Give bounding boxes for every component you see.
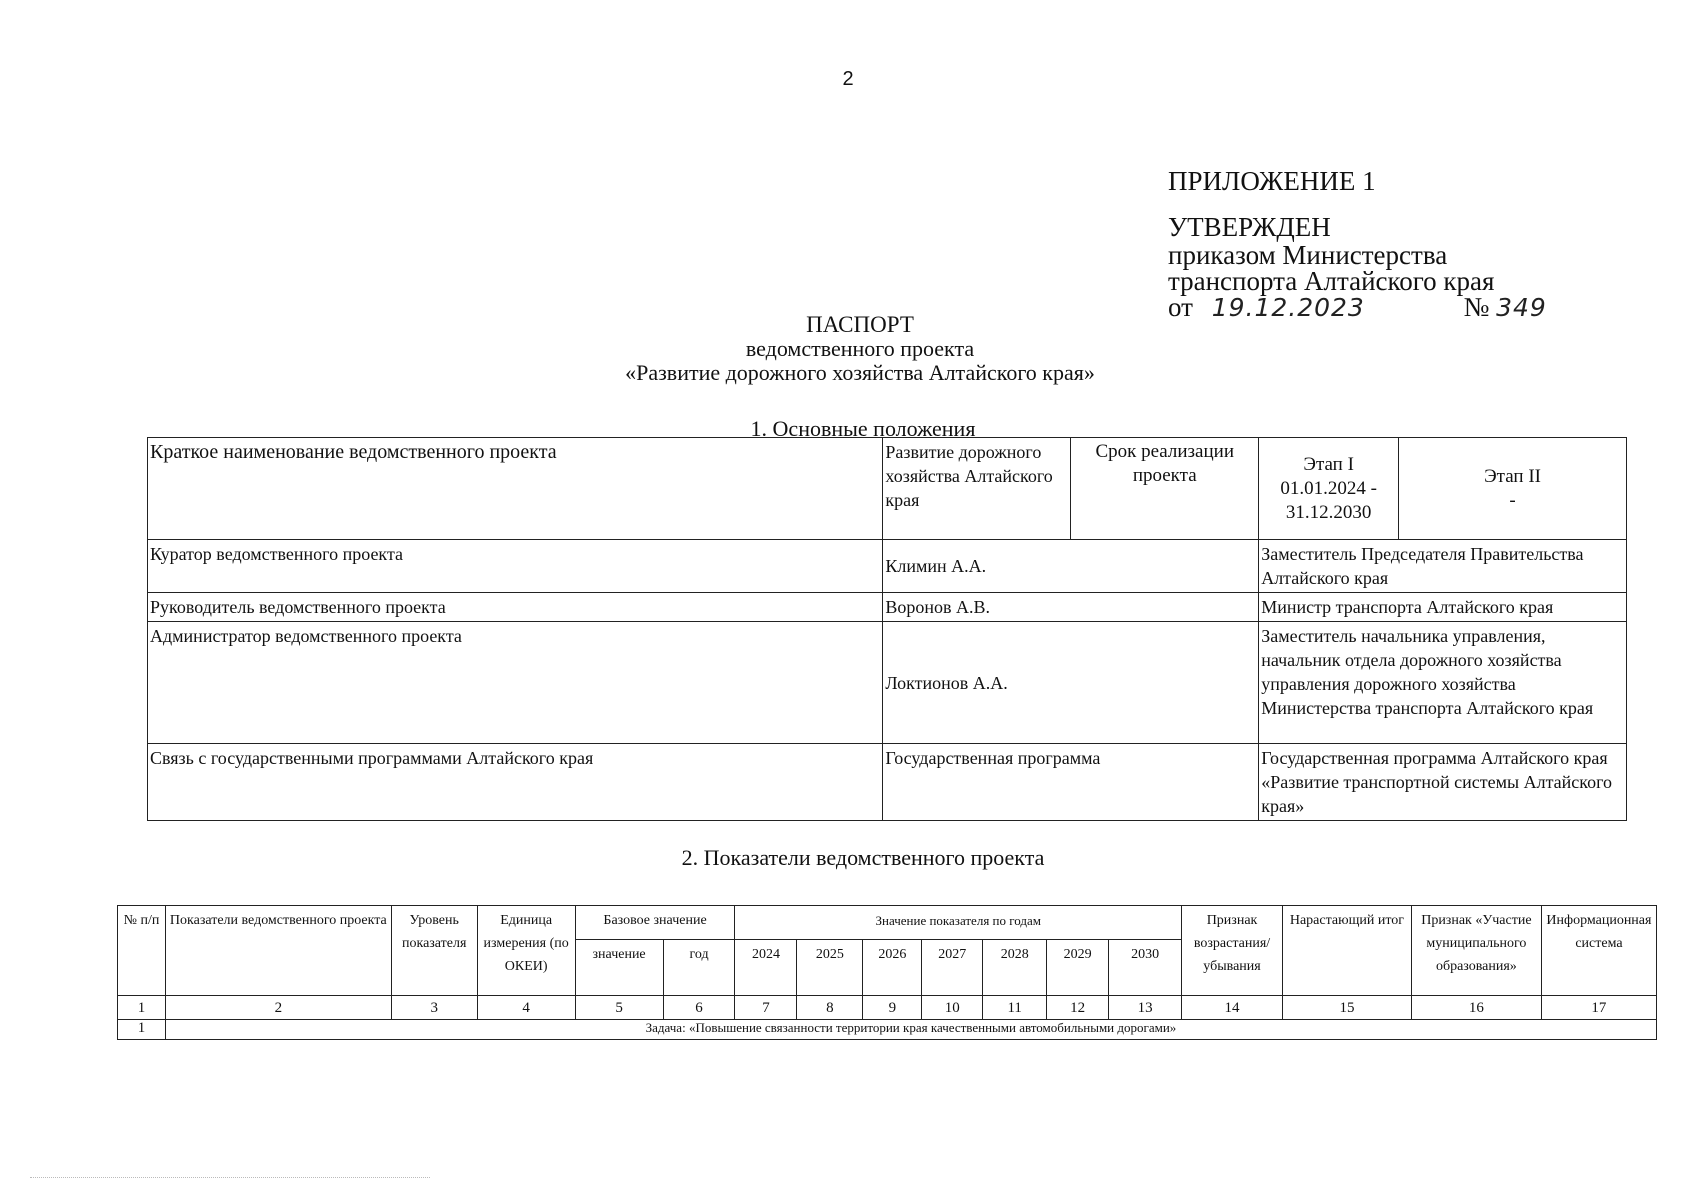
programs-position: Государственная программа Алтайского края «Развитие транспортной системы Алтайского края» [1259, 744, 1627, 821]
col-sign-header: Признак возрастания/ убывания [1182, 906, 1283, 996]
col-years-header: Значение показателя по годам [735, 906, 1182, 940]
col-base-year-header: год [663, 940, 735, 996]
col-base-header: Базовое значение [575, 906, 735, 940]
term-label: Срок реализации проекта [1071, 438, 1259, 540]
approved-label: УТВЕРЖДЕН [1168, 212, 1331, 242]
col-level-header: Уровень показателя [391, 906, 477, 996]
stage2-value: - [1509, 489, 1516, 511]
col-number: 6 [663, 996, 735, 1020]
table-row [148, 593, 1627, 622]
col-indicator-header: Показатели ведомственного проекта [165, 906, 391, 996]
passport-subtitle: ведомственного проекта [745, 336, 975, 361]
col-infosystem-header: Информационная система [1541, 906, 1656, 996]
head-name: Воронов А.В. [883, 593, 1259, 622]
order-number: 349 [1496, 293, 1547, 322]
table-row [148, 744, 1627, 821]
col-number: 1 [118, 996, 166, 1020]
order-date: 19.12.2023 [1211, 293, 1365, 322]
col-year-2027: 2027 [922, 940, 983, 996]
col-number: 13 [1109, 996, 1182, 1020]
main-provisions-table [147, 437, 1627, 821]
col-year-2028: 2028 [983, 940, 1047, 996]
task-row [118, 1020, 1657, 1040]
col-year-2026: 2026 [863, 940, 922, 996]
page-number: 2 [842, 68, 854, 90]
col-municipal-header: Признак «Участие муниципального образования» [1411, 906, 1541, 996]
approval-block [1168, 214, 1547, 321]
curator-label: Куратор ведомственного проекта [148, 540, 883, 593]
col-number: 17 [1541, 996, 1656, 1020]
indicators-table [117, 905, 1657, 1040]
col-number: 15 [1282, 996, 1411, 1020]
col-number: 12 [1047, 996, 1109, 1020]
project-name: «Развитие дорожного хозяйства Алтайского края» [625, 360, 1095, 385]
column-number-row [118, 996, 1657, 1020]
col-year-2025: 2025 [797, 940, 863, 996]
task-num: 1 [118, 1020, 166, 1040]
col-year-2024: 2024 [735, 940, 797, 996]
order-line-1: приказом Министерства [1168, 240, 1448, 270]
col-number: 3 [391, 996, 477, 1020]
stage1: Этап I 01.01.2024 - 31.12.2030 [1259, 438, 1399, 540]
table-row [148, 438, 1627, 540]
admin-position: Заместитель начальника управления, начальник отдела дорожного хозяйства управления дорожного хозяйства Министерства транспорта Алтайского края [1259, 622, 1627, 744]
order-line-2: транспорта Алтайского края [1168, 266, 1495, 296]
header-row [118, 906, 1657, 940]
appendix-title: ПРИЛОЖЕНИЕ 1 [1168, 166, 1376, 196]
short-name-value: Развитие дорожного хозяйства Алтайского края [883, 438, 1071, 540]
short-name-label: Краткое наименование ведомственного проекта [148, 438, 883, 540]
col-number: 5 [575, 996, 663, 1020]
curator-name: Климин А.А. [883, 540, 1259, 593]
from-label: от [1168, 292, 1193, 322]
scan-artifact [30, 1177, 430, 1180]
col-number: 11 [983, 996, 1047, 1020]
section2-title: 2. Показатели ведомственного проекта [681, 845, 1045, 870]
table-row [148, 622, 1627, 744]
programs-label: Связь с государственными программами Алтайского края [148, 744, 883, 821]
section1-title: 1. Основные положения [750, 416, 976, 441]
stage2 [1399, 438, 1627, 540]
col-number: 2 [165, 996, 391, 1020]
head-label: Руководитель ведомственного проекта [148, 593, 883, 622]
col-number: 4 [477, 996, 575, 1020]
col-unit-header: Единица измерения (по ОКЕИ) [477, 906, 575, 996]
head-position: Министр транспорта Алтайского края [1259, 593, 1627, 622]
col-number: 9 [863, 996, 922, 1020]
passport-title: ПАСПОРТ [806, 312, 914, 337]
col-year-2029: 2029 [1047, 940, 1109, 996]
col-number: 14 [1182, 996, 1283, 1020]
task-text: Задача: «Повышение связанности территории края качественными автомобильными дорогами» [165, 1020, 1656, 1040]
table-row [148, 540, 1627, 593]
stage2-label: Этап II [1484, 465, 1541, 487]
col-num-header: № п/п [118, 906, 166, 996]
admin-label: Администратор ведомственного проекта [148, 622, 883, 744]
col-cumulative-header: Нарастающий итог [1282, 906, 1411, 996]
col-year-2030: 2030 [1109, 940, 1182, 996]
col-number: 7 [735, 996, 797, 1020]
col-number: 16 [1411, 996, 1541, 1020]
programs-name: Государственная программа [883, 744, 1259, 821]
col-number: 10 [922, 996, 983, 1020]
admin-name: Локтионов А.А. [883, 622, 1259, 744]
col-number: 8 [797, 996, 863, 1020]
number-label: № [1463, 292, 1490, 322]
col-base-value-header: значение [575, 940, 663, 996]
curator-position: Заместитель Председателя Правительства Алтайского края [1259, 540, 1627, 593]
passport-heading [0, 313, 1696, 385]
